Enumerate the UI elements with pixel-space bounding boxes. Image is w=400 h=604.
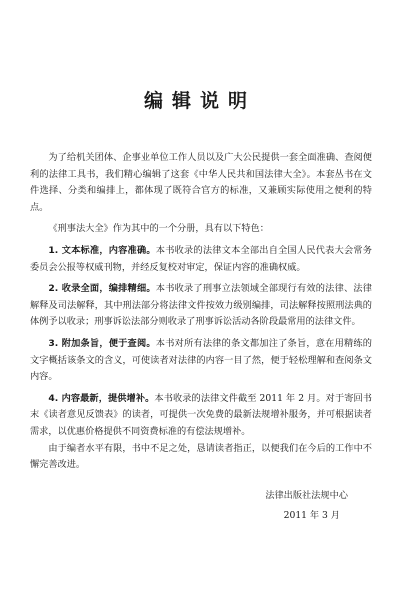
feature-1-heading: 1. 文本标准，内容准确。 (48, 244, 156, 256)
feature-3-heading: 3. 附加条旨，便于查阅。 (48, 337, 156, 349)
feature-3-text: 本书对所有法律的条文都加注了条旨，意在用精练的文字概括该条文的含义，可使读者对法律的内容一目了然，便于轻松理解和查阅条文内容。 (30, 337, 372, 383)
paragraph-feature-3 (30, 336, 372, 386)
feature-1-text: 本书收录的法律文本全部出自全国人民代表大会常务委员会公报等权威刊物，并经反复校对审定，保证内容的准确权威。 (30, 244, 372, 273)
feature-2-heading: 2. 收录全面，编排精细。 (48, 283, 156, 295)
paragraph-features-intro: 《刑事法大全》作为其中的一个分册，具有以下特色： (48, 223, 269, 235)
page-title: 编辑说明 (143, 90, 256, 112)
paragraph-intro: 为了给机关团体、企事业单位工作人员以及广大公民提供一套全面准确、查阅便利的法律工具书，我们精心编辑了这套《中华人民共和国法律大全》。本套丛书在文件选择、分类和编排上，都体现了既符合官方的标准，又兼顾实际使用之便利的特点。 (30, 152, 372, 213)
feature-4-heading: 4. 内容最新，提供增补。 (48, 392, 155, 404)
paragraph-feature-4 (30, 391, 372, 441)
body-text (30, 150, 372, 474)
signature-org: 法律出版社法规中心 (265, 490, 348, 501)
paragraph-feature-2 (30, 281, 372, 331)
signature-date: 2011 年 3 月 (283, 510, 340, 521)
paragraph-closing: 由于编者水平有限，书中不足之处，恳请读者指正，以便我们在今后的工作中不懈完善改进。 (30, 442, 372, 471)
feature-2-text: 本书收录了刑事立法领域全部现行有效的法律、法律解释及司法解释，其中刑法部分将法律文件按效力级别编排，司法解释按照刑法典的体例予以收录；刑事诉讼法部分则收录了刑事诉讼活动各阶段最常用的法律文件。 (30, 283, 372, 328)
feature-4-text: 本书收录的法律文件截至 2011 年 2 月。对于寄回书末《读者意见反馈表》的读者，可提供一次免费的最新法规增补服务，并可根据读者需求，以优惠价格提供不同资费标准的有偿法规增补。 (30, 392, 372, 437)
paragraph-feature-1 (30, 243, 372, 276)
